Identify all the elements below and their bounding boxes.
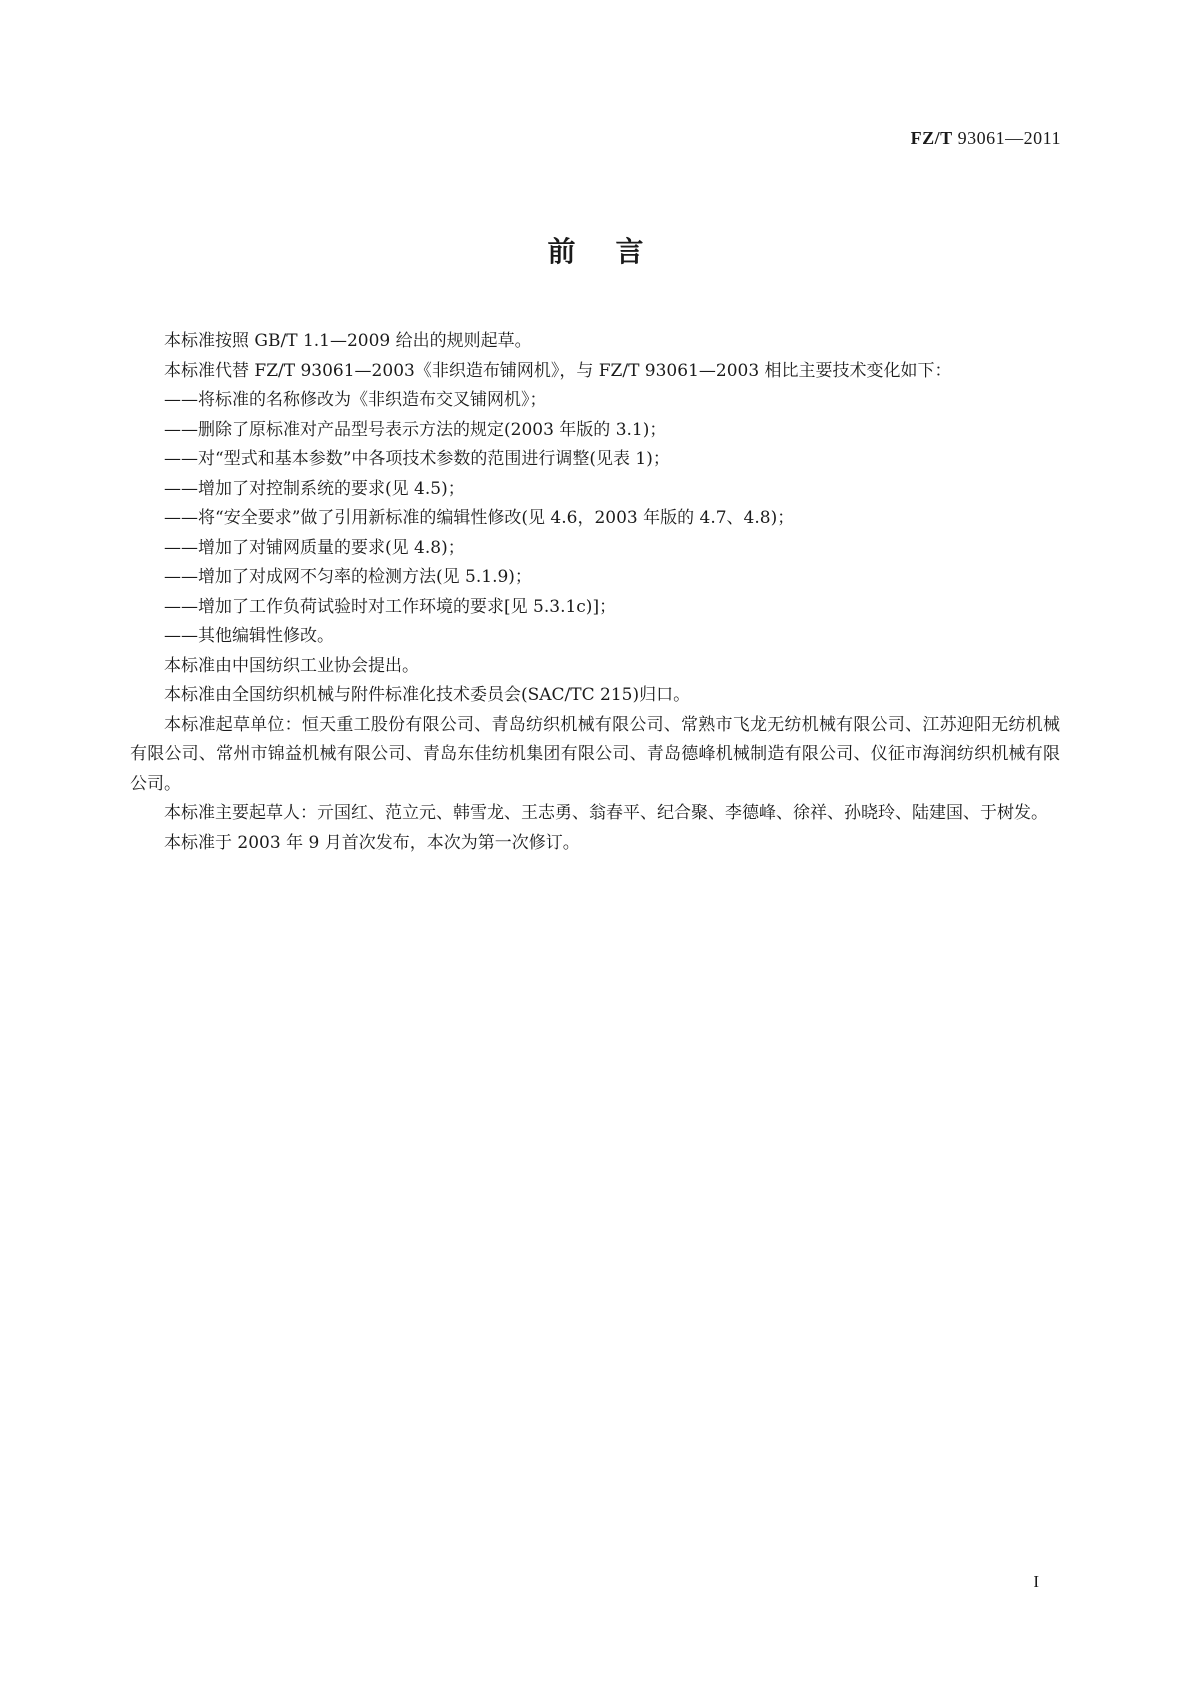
standard-code-prefix: FZ/T [910, 128, 953, 148]
replacement-paragraph: 本标准代替 FZ/T 93061—2003《非织造布铺网机》，与 FZ/T 93061—2003 相比主要技术变化如下： [164, 360, 952, 381]
drafting-rule-paragraph: 本标准按照 GB/T 1.1—2009 给出的规则起草。 [164, 331, 532, 351]
change-item: ——增加了工作负荷试验时对工作环境的要求[见 5.3.1c)]； [164, 596, 617, 617]
change-item: ——将“安全要求”做了引用新标准的编辑性修改(见 4.6，2003 年版的 4.7、4.8)； [164, 508, 795, 528]
change-item: ——将标准的名称修改为《非织造布交叉铺网机》； [164, 390, 547, 410]
change-item: ——增加了对成网不匀率的检测方法(见 5.1.9)； [164, 567, 532, 587]
page-title: 前言 [547, 235, 684, 268]
foreword-body [130, 327, 1060, 858]
publication-history-paragraph: 本标准于 2003 年 9 月首次发布，本次为第一次修订。 [164, 832, 580, 853]
page-number: I [1033, 1572, 1039, 1591]
committee-paragraph: 本标准由全国纺织机械与附件标准化技术委员会(SAC/TC 215)归口。 [164, 685, 691, 705]
change-item: ——对“型式和基本参数”中各项技术参数的范围进行调整(见表 1)； [164, 449, 670, 469]
drafting-units-paragraph: 本标准起草单位：恒天重工股份有限公司、青岛纺织机械有限公司、常熟市飞龙无纺机械有限公司、江苏迎阳无纺机械有限公司、常州市锦益机械有限公司、青岛东佳纺机集团有限公司、青岛德峰机械制造有限公司、仪征市海润纺织机械有限公司。 [130, 714, 1060, 794]
change-item: ——删除了原标准对产品型号表示方法的规定(2003 年版的 3.1)； [164, 419, 667, 440]
standard-code-number: 93061—2011 [957, 128, 1061, 148]
change-item: ——增加了对控制系统的要求(见 4.5)； [164, 478, 465, 499]
standard-code [911, 128, 1061, 149]
proposer-paragraph: 本标准由中国纺织工业协会提出。 [164, 655, 419, 676]
change-item: ——增加了对铺网质量的要求(见 4.8)； [164, 537, 465, 558]
change-item: ——其他编辑性修改。 [164, 626, 334, 646]
drafters-paragraph: 本标准主要起草人：亓国红、范立元、韩雪龙、王志勇、翁春平、纪合聚、李德峰、徐祥、孙晓玲、陆建国、于树发。 [164, 803, 1048, 823]
